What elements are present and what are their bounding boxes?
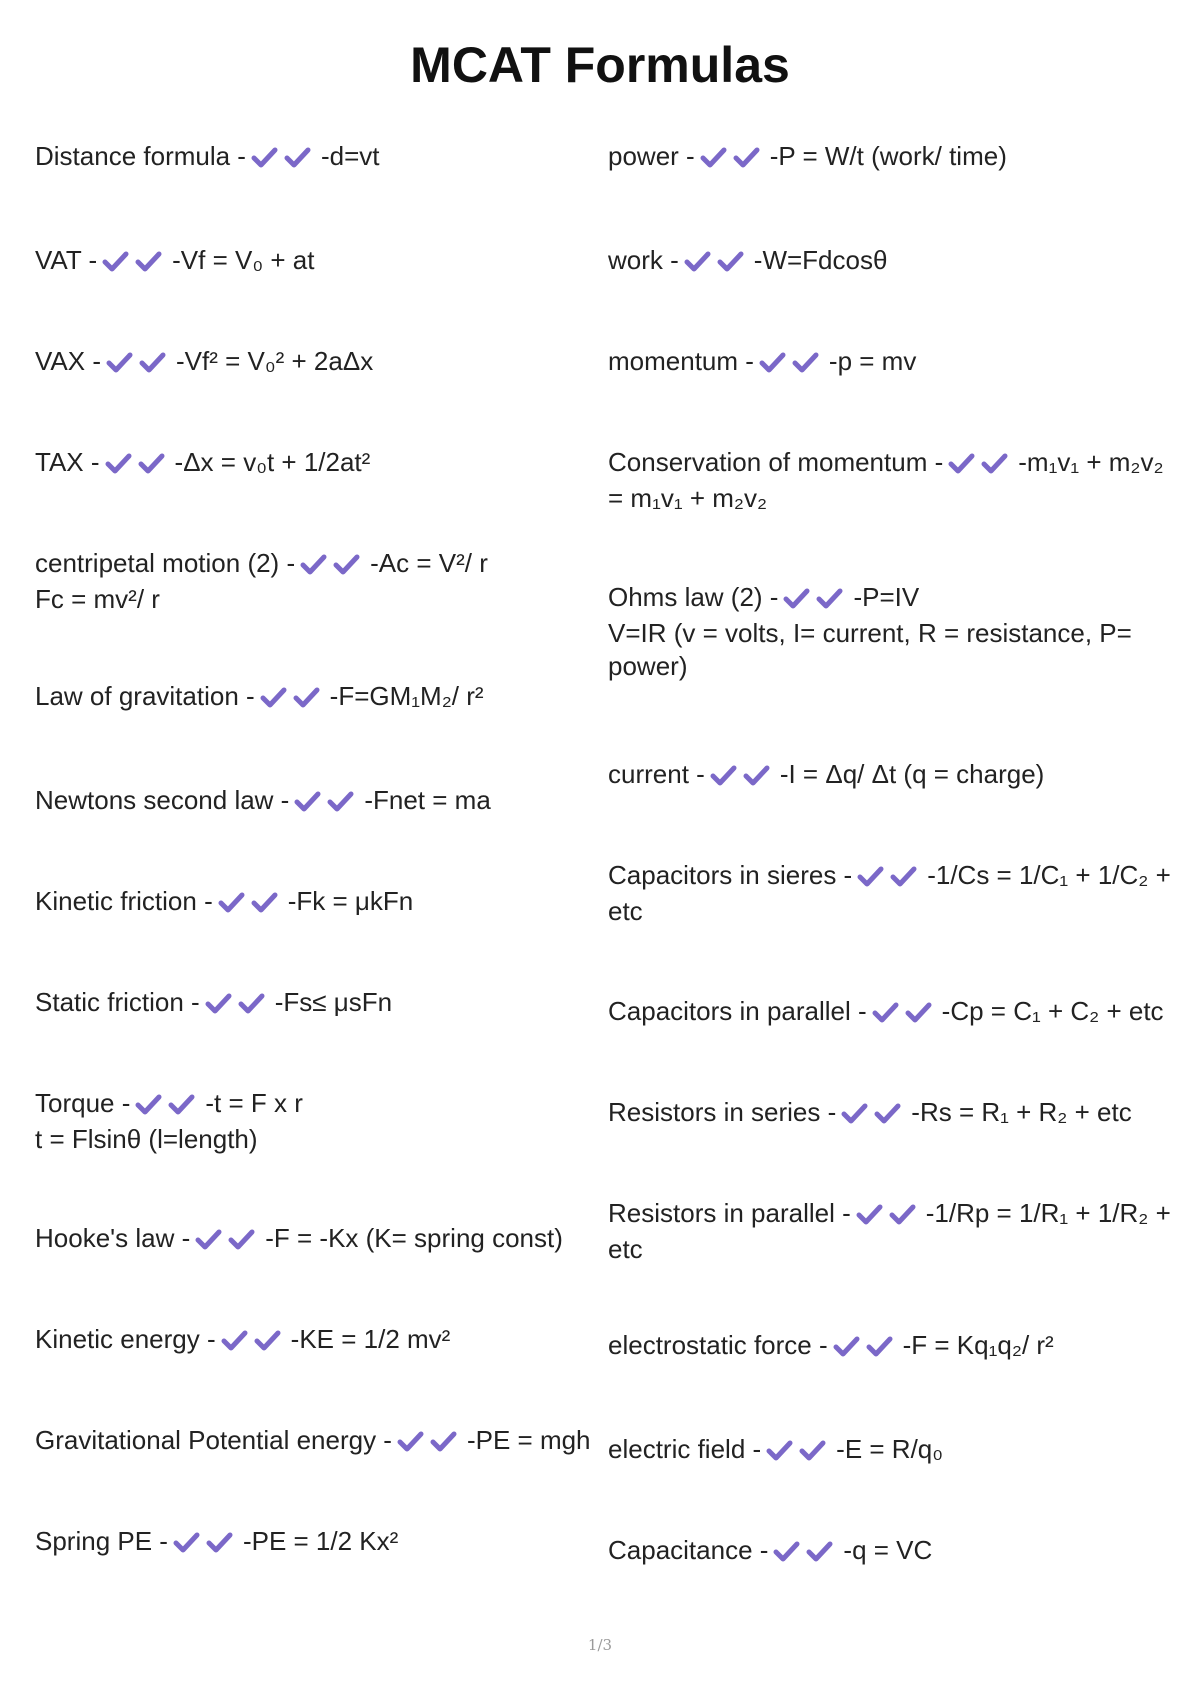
formula-text: -q = VC: [843, 1535, 933, 1565]
formula-first-line: [35, 244, 595, 280]
check-icon: [981, 452, 1008, 474]
double-check-marks: [105, 449, 171, 482]
double-check-marks: [294, 787, 360, 820]
check-icon: [284, 146, 311, 168]
formula-text: -P=IV: [853, 582, 920, 612]
double-check-marks: [102, 247, 168, 280]
formula-first-line: [35, 1424, 595, 1460]
check-icon: [135, 250, 162, 272]
check-icon: [890, 865, 917, 887]
formula-entry: [35, 986, 595, 1022]
formula-first-line: [35, 1087, 595, 1123]
double-check-marks: [783, 584, 849, 617]
formula-label: VAT -: [35, 245, 98, 275]
formula-first-line: [35, 1222, 595, 1258]
formula-first-line: [608, 1534, 1178, 1570]
double-check-marks: [106, 348, 172, 381]
formula-label: Kinetic energy -: [35, 1324, 216, 1354]
formula-first-line: [35, 1323, 595, 1359]
formula-label: Capacitors in parallel -: [608, 996, 867, 1026]
check-icon: [866, 1335, 893, 1357]
formula-continuation: = m₁v₁ + m₂v₂: [608, 483, 768, 513]
double-check-marks: [856, 1200, 922, 1233]
check-icon: [743, 764, 770, 786]
formula-label: Hooke's law -: [35, 1223, 191, 1253]
double-check-marks: [205, 989, 271, 1022]
formula-first-line: [608, 446, 1178, 482]
check-icon: [300, 553, 327, 575]
formula-entry: [35, 1424, 595, 1460]
formula-continuation: V=IR (v = volts, I= current, R = resistance, P= power): [608, 618, 1132, 681]
formula-label: Resistors in parallel -: [608, 1198, 851, 1228]
check-icon: [294, 790, 321, 812]
double-check-marks: [948, 449, 1014, 482]
formula-label: Ohms law (2) -: [608, 582, 779, 612]
formula-first-line: [608, 244, 1178, 280]
check-icon: [397, 1430, 424, 1452]
check-icon: [254, 1329, 281, 1351]
formula-first-line: [35, 446, 595, 482]
formula-label: momentum -: [608, 346, 754, 376]
formula-first-line: [608, 995, 1178, 1031]
formula-label: power -: [608, 141, 695, 171]
formula-label: Spring PE -: [35, 1526, 168, 1556]
formula-first-line: [35, 885, 595, 921]
formula-text: -Ac = V²/ r: [370, 548, 488, 578]
formula-text: -d=vt: [320, 141, 380, 171]
formula-entry: [35, 244, 595, 280]
double-check-marks: [841, 1099, 907, 1132]
check-icon: [874, 1102, 901, 1124]
check-icon: [717, 250, 744, 272]
formula-label: electric field -: [608, 1434, 762, 1464]
check-icon: [783, 587, 810, 609]
formula-label: Newtons second law -: [35, 785, 290, 815]
formula-first-line: [608, 758, 1178, 794]
formula-entry: [608, 244, 1178, 280]
formula-first-line: [608, 1329, 1178, 1365]
formula-text: -KE = 1/2 mv²: [290, 1324, 451, 1354]
formula-entry: [608, 581, 1178, 683]
formula-label: work -: [608, 245, 679, 275]
formula-continuation: Fc = mv²/ r: [35, 584, 160, 614]
check-icon: [833, 1335, 860, 1357]
formula-text: -m₁v₁ + m₂v₂: [1018, 447, 1164, 477]
page-number: 1/3: [587, 1636, 613, 1654]
formula-label: Capacitance -: [608, 1535, 769, 1565]
check-icon: [759, 351, 786, 373]
check-icon: [799, 1439, 826, 1461]
formula-text: -PE = mgh: [466, 1425, 591, 1455]
formula-text: -Vf = V₀ + at: [172, 245, 315, 275]
formula-first-line: [35, 986, 595, 1022]
formula-label: Torque -: [35, 1088, 131, 1118]
formula-continuation: t = Flsinθ (l=length): [35, 1124, 258, 1154]
check-icon: [293, 686, 320, 708]
check-icon: [733, 146, 760, 168]
formula-continuation: etc: [608, 896, 643, 926]
check-icon: [889, 1203, 916, 1225]
formula-entry: [608, 758, 1178, 794]
double-check-marks: [684, 247, 750, 280]
formula-first-line: [608, 140, 1178, 176]
formula-text: -1/Cs = 1/C₁ + 1/C₂ +: [927, 860, 1171, 890]
check-icon: [139, 351, 166, 373]
check-icon: [238, 992, 265, 1014]
formula-first-line: [608, 859, 1178, 895]
check-icon: [700, 146, 727, 168]
formula-text: -t = F x r: [205, 1088, 303, 1118]
formula-first-line: [35, 345, 595, 381]
check-icon: [333, 553, 360, 575]
check-icon: [710, 764, 737, 786]
formula-text: -F = -Kx (K= spring const): [265, 1223, 563, 1253]
formula-text: -F=GM₁M₂/ r²: [329, 681, 484, 711]
double-check-marks: [872, 998, 938, 1031]
formula-label: Gravitational Potential energy -: [35, 1425, 392, 1455]
check-icon: [218, 891, 245, 913]
double-check-marks: [759, 348, 825, 381]
formula-label: electrostatic force -: [608, 1330, 828, 1360]
check-icon: [195, 1228, 222, 1250]
check-icon: [205, 992, 232, 1014]
formula-text: -W=Fdcosθ: [753, 245, 888, 275]
formula-entry: [35, 784, 595, 820]
page-title: MCAT Formulas: [410, 37, 790, 93]
formula-entry: [35, 680, 595, 716]
check-icon: [792, 351, 819, 373]
check-icon: [168, 1093, 195, 1115]
formula-label: Capacitors in sieres -: [608, 860, 853, 890]
double-check-marks: [173, 1528, 239, 1561]
check-icon: [206, 1531, 233, 1553]
formula-entry: [35, 547, 595, 616]
formula-text: -1/Rp = 1/R₁ + 1/R₂ +: [925, 1198, 1171, 1228]
formula-text: -Vf² = V₀² + 2aΔx: [175, 346, 374, 376]
check-icon: [105, 452, 132, 474]
formula-label: current -: [608, 759, 705, 789]
formula-label: Conservation of momentum -: [608, 447, 944, 477]
formula-continuation: etc: [608, 1234, 643, 1264]
check-icon: [872, 1001, 899, 1023]
formula-first-line: [35, 1525, 595, 1561]
formula-label: Static friction -: [35, 987, 200, 1017]
formula-text: -E = R/q₀: [836, 1434, 944, 1464]
check-icon: [773, 1540, 800, 1562]
double-check-marks: [300, 550, 366, 583]
check-icon: [221, 1329, 248, 1351]
formula-entry: [35, 1087, 595, 1156]
formula-entry: [608, 995, 1178, 1031]
check-icon: [106, 351, 133, 373]
double-check-marks: [135, 1090, 201, 1123]
formula-first-line: [35, 140, 595, 176]
formula-entry: [608, 345, 1178, 381]
check-icon: [228, 1228, 255, 1250]
double-check-marks: [397, 1427, 463, 1460]
formula-first-line: [608, 581, 1178, 617]
formula-label: Resistors in series -: [608, 1097, 837, 1127]
formula-label: Kinetic friction -: [35, 886, 213, 916]
double-check-marks: [195, 1225, 261, 1258]
formula-text: -PE = 1/2 Kx²: [242, 1526, 399, 1556]
check-icon: [251, 891, 278, 913]
formula-entry: [608, 1197, 1178, 1266]
check-icon: [260, 686, 287, 708]
formula-entry: [608, 1433, 1178, 1469]
double-check-marks: [710, 761, 776, 794]
check-icon: [327, 790, 354, 812]
formula-entry: [35, 885, 595, 921]
check-icon: [857, 865, 884, 887]
double-check-marks: [218, 888, 284, 921]
formula-label: centripetal motion (2) -: [35, 548, 296, 578]
formula-first-line: [35, 680, 595, 716]
formula-text: -p = mv: [828, 346, 917, 376]
formula-text: -I = Δq/ Δt (q = charge): [779, 759, 1045, 789]
formula-label: Law of gravitation -: [35, 681, 255, 711]
formula-text: -Δx = v₀t + 1/2at²: [174, 447, 371, 477]
formula-entry: [35, 1222, 595, 1258]
formula-entry: [608, 446, 1178, 515]
formula-entry: [35, 140, 595, 176]
formula-entry: [608, 859, 1178, 928]
check-icon: [841, 1102, 868, 1124]
formula-text: -Fk = μkFn: [287, 886, 414, 916]
check-icon: [138, 452, 165, 474]
formula-label: TAX -: [35, 447, 100, 477]
check-icon: [806, 1540, 833, 1562]
formula-first-line: [608, 1197, 1178, 1233]
double-check-marks: [833, 1332, 899, 1365]
formula-text: -F = Kq₁q₂/ r²: [902, 1330, 1054, 1360]
check-icon: [430, 1430, 457, 1452]
formula-label: Distance formula -: [35, 141, 246, 171]
formula-text: -P = W/t (work/ time): [769, 141, 1007, 171]
formula-first-line: [608, 1096, 1178, 1132]
check-icon: [856, 1203, 883, 1225]
double-check-marks: [700, 143, 766, 176]
formula-entry: [608, 1096, 1178, 1132]
formula-text: -Fnet = ma: [364, 785, 491, 815]
formula-entry: [35, 446, 595, 482]
double-check-marks: [773, 1537, 839, 1570]
check-icon: [766, 1439, 793, 1461]
double-check-marks: [251, 143, 317, 176]
check-icon: [684, 250, 711, 272]
check-icon: [173, 1531, 200, 1553]
formula-text: -Cp = C₁ + C₂ + etc: [941, 996, 1164, 1026]
formula-first-line: [608, 345, 1178, 381]
formula-entry: [35, 1525, 595, 1561]
check-icon: [816, 587, 843, 609]
formula-entry: [35, 1323, 595, 1359]
formula-text: -Rs = R₁ + R₂ + etc: [911, 1097, 1132, 1127]
double-check-marks: [221, 1326, 287, 1359]
formula-entry: [35, 345, 595, 381]
check-icon: [135, 1093, 162, 1115]
double-check-marks: [857, 862, 923, 895]
formula-first-line: [35, 547, 595, 583]
formula-entry: [608, 1329, 1178, 1365]
formula-entry: [608, 1534, 1178, 1570]
check-icon: [102, 250, 129, 272]
formula-first-line: [35, 784, 595, 820]
formula-entry: [608, 140, 1178, 176]
formula-label: VAX -: [35, 346, 101, 376]
double-check-marks: [766, 1436, 832, 1469]
double-check-marks: [260, 683, 326, 716]
formula-text: -Fs≤ μsFn: [274, 987, 393, 1017]
check-icon: [905, 1001, 932, 1023]
check-icon: [251, 146, 278, 168]
formula-first-line: [608, 1433, 1178, 1469]
check-icon: [948, 452, 975, 474]
